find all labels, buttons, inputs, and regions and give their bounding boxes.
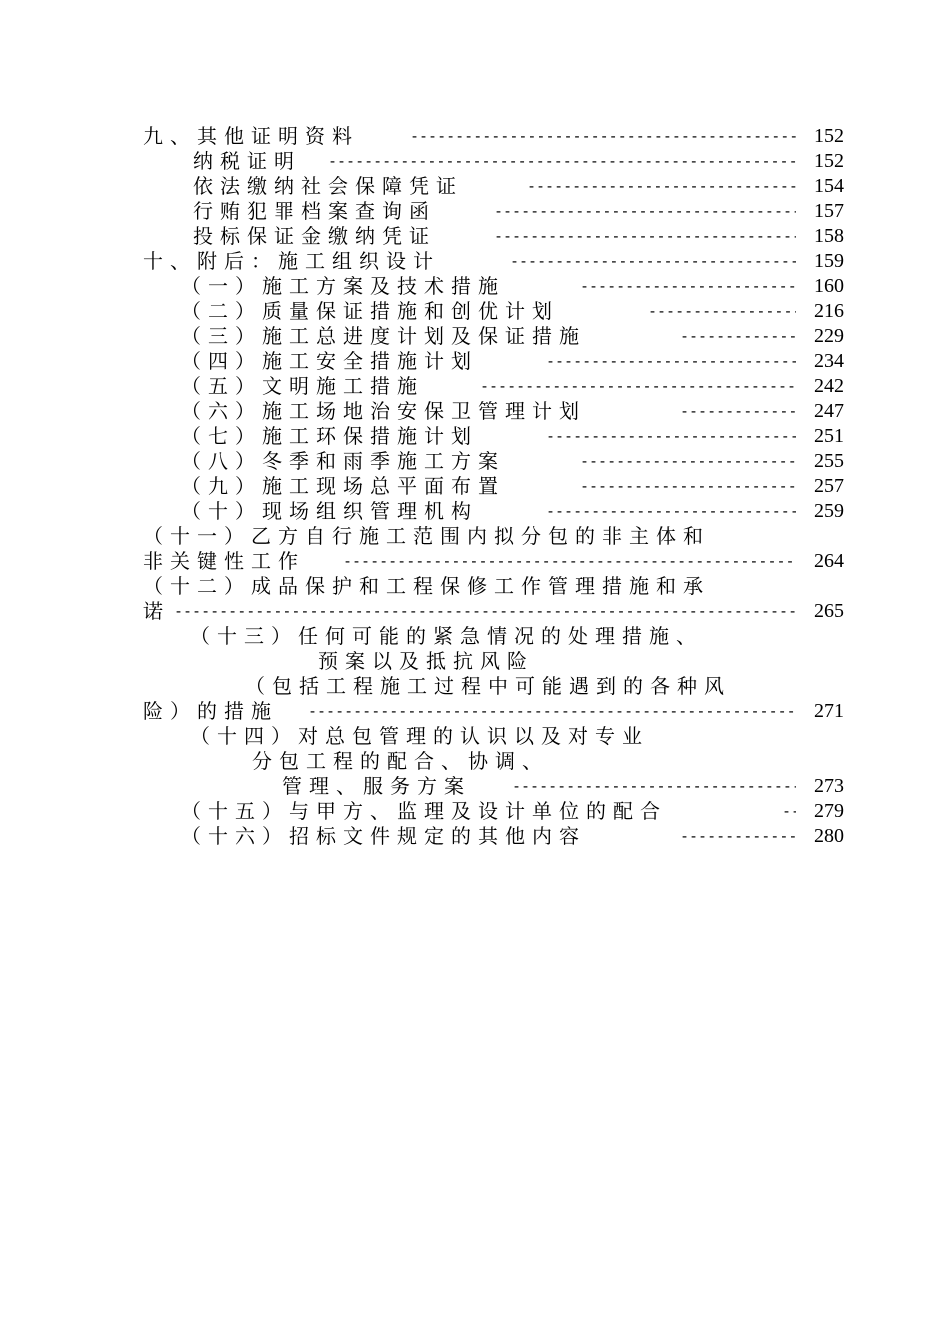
toc-entry-page: 152 bbox=[814, 125, 844, 147]
toc-entry-title: 管理、服务方案 bbox=[282, 774, 471, 798]
toc-entry-title: （十四）对总包管理的认识以及对专业 bbox=[190, 724, 649, 748]
toc-entry-title: （四）施工安全措施计划 bbox=[181, 349, 478, 373]
toc-entry-page: 271 bbox=[814, 700, 844, 722]
toc-entry-page: 257 bbox=[814, 475, 844, 497]
toc-leader bbox=[546, 499, 796, 524]
toc-leader bbox=[546, 424, 796, 449]
toc-entry-title: （包括工程施工过程中可能遇到的各种风 bbox=[245, 674, 731, 698]
toc-entry-page: 234 bbox=[814, 350, 844, 372]
toc-entry-title: （十三）任何可能的紧急情况的处理措施、 bbox=[190, 624, 703, 648]
toc-entry-page: 251 bbox=[814, 425, 844, 447]
toc-entry-page: 255 bbox=[814, 450, 844, 472]
toc-entry-title: 投标保证金缴纳凭证 bbox=[193, 224, 436, 248]
toc-entry-page: 259 bbox=[814, 500, 844, 522]
toc-entry-title: （一）施工方案及技术措施 bbox=[181, 274, 505, 298]
toc-entry-title: （九）施工现场总平面布置 bbox=[181, 474, 505, 498]
toc-entry-page: 279 bbox=[814, 800, 844, 822]
toc-entry-page: 158 bbox=[814, 225, 844, 247]
toc-entry-title: 非关键性工作 bbox=[143, 549, 305, 573]
toc-entry-title: （五）文明施工措施 bbox=[181, 374, 424, 398]
toc-entry-title: （十）现场组织管理机构 bbox=[181, 499, 478, 523]
toc-leader bbox=[494, 224, 796, 249]
toc-entry-title: 九、其他证明资料 bbox=[143, 124, 359, 148]
toc-entry-title: 十、附后：施工组织设计 bbox=[143, 249, 440, 273]
toc-leader bbox=[580, 449, 796, 474]
toc-entry-title: （十一）乙方自行施工范围内拟分包的非主体和 bbox=[143, 524, 710, 548]
toc-entry-page: 280 bbox=[814, 825, 844, 847]
toc-leader bbox=[174, 599, 796, 624]
toc-entry-page: 152 bbox=[814, 150, 844, 172]
toc-leader bbox=[782, 799, 796, 824]
toc-leader bbox=[410, 124, 796, 149]
toc-entry-title: （十六）招标文件规定的其他内容 bbox=[181, 824, 586, 848]
toc-entry-title: 诺 bbox=[143, 599, 170, 623]
toc-leader bbox=[527, 174, 796, 199]
toc-entry-page: 229 bbox=[814, 325, 844, 347]
toc-entry-page: 216 bbox=[814, 300, 844, 322]
toc-entry-title: （十二）成品保护和工程保修工作管理措施和承 bbox=[143, 574, 710, 598]
toc-leader bbox=[580, 474, 796, 499]
toc-entry-title: 分包工程的配合、协调、 bbox=[252, 749, 549, 773]
toc-leader bbox=[546, 349, 796, 374]
toc-leader bbox=[648, 299, 796, 324]
toc-entry-page: 247 bbox=[814, 400, 844, 422]
toc-leader bbox=[512, 774, 796, 799]
toc-leader bbox=[680, 324, 796, 349]
toc-entry-page: 160 bbox=[814, 275, 844, 297]
toc-entry-title: 预案以及抵抗风险 bbox=[318, 649, 534, 673]
toc-leader bbox=[494, 199, 796, 224]
toc-leader bbox=[308, 699, 796, 724]
toc-entry-page: 265 bbox=[814, 600, 844, 622]
toc-entry-title: （三）施工总进度计划及保证措施 bbox=[181, 324, 586, 348]
toc-leader bbox=[510, 249, 796, 274]
toc-entry-title: （二）质量保证措施和创优计划 bbox=[181, 299, 559, 323]
toc-entry-title: （八）冬季和雨季施工方案 bbox=[181, 449, 505, 473]
toc-entry-title: （七）施工环保措施计划 bbox=[181, 424, 478, 448]
toc-entry-title: （十五）与甲方、监理及设计单位的配合 bbox=[181, 799, 667, 823]
toc-entry-title: 依法缴纳社会保障凭证 bbox=[193, 174, 463, 198]
toc-leader bbox=[343, 549, 796, 574]
toc-leader bbox=[480, 374, 796, 399]
toc-entry-page: 264 bbox=[814, 550, 844, 572]
toc-leader bbox=[580, 274, 796, 299]
toc-leader bbox=[680, 399, 796, 424]
toc-leader bbox=[680, 824, 796, 849]
toc-entry-page: 159 bbox=[814, 250, 844, 272]
toc-entry-title: 纳税证明 bbox=[193, 149, 301, 173]
toc-entry-title: 行贿犯罪档案查询函 bbox=[193, 199, 436, 223]
toc-entry-title: （六）施工场地治安保卫管理计划 bbox=[181, 399, 586, 423]
toc-entry-title: 险）的措施 bbox=[143, 699, 278, 723]
toc-entry-page: 242 bbox=[814, 375, 844, 397]
toc-leader bbox=[328, 149, 796, 174]
toc-entry-page: 157 bbox=[814, 200, 844, 222]
toc-entry-page: 273 bbox=[814, 775, 844, 797]
toc-entry-page: 154 bbox=[814, 175, 844, 197]
